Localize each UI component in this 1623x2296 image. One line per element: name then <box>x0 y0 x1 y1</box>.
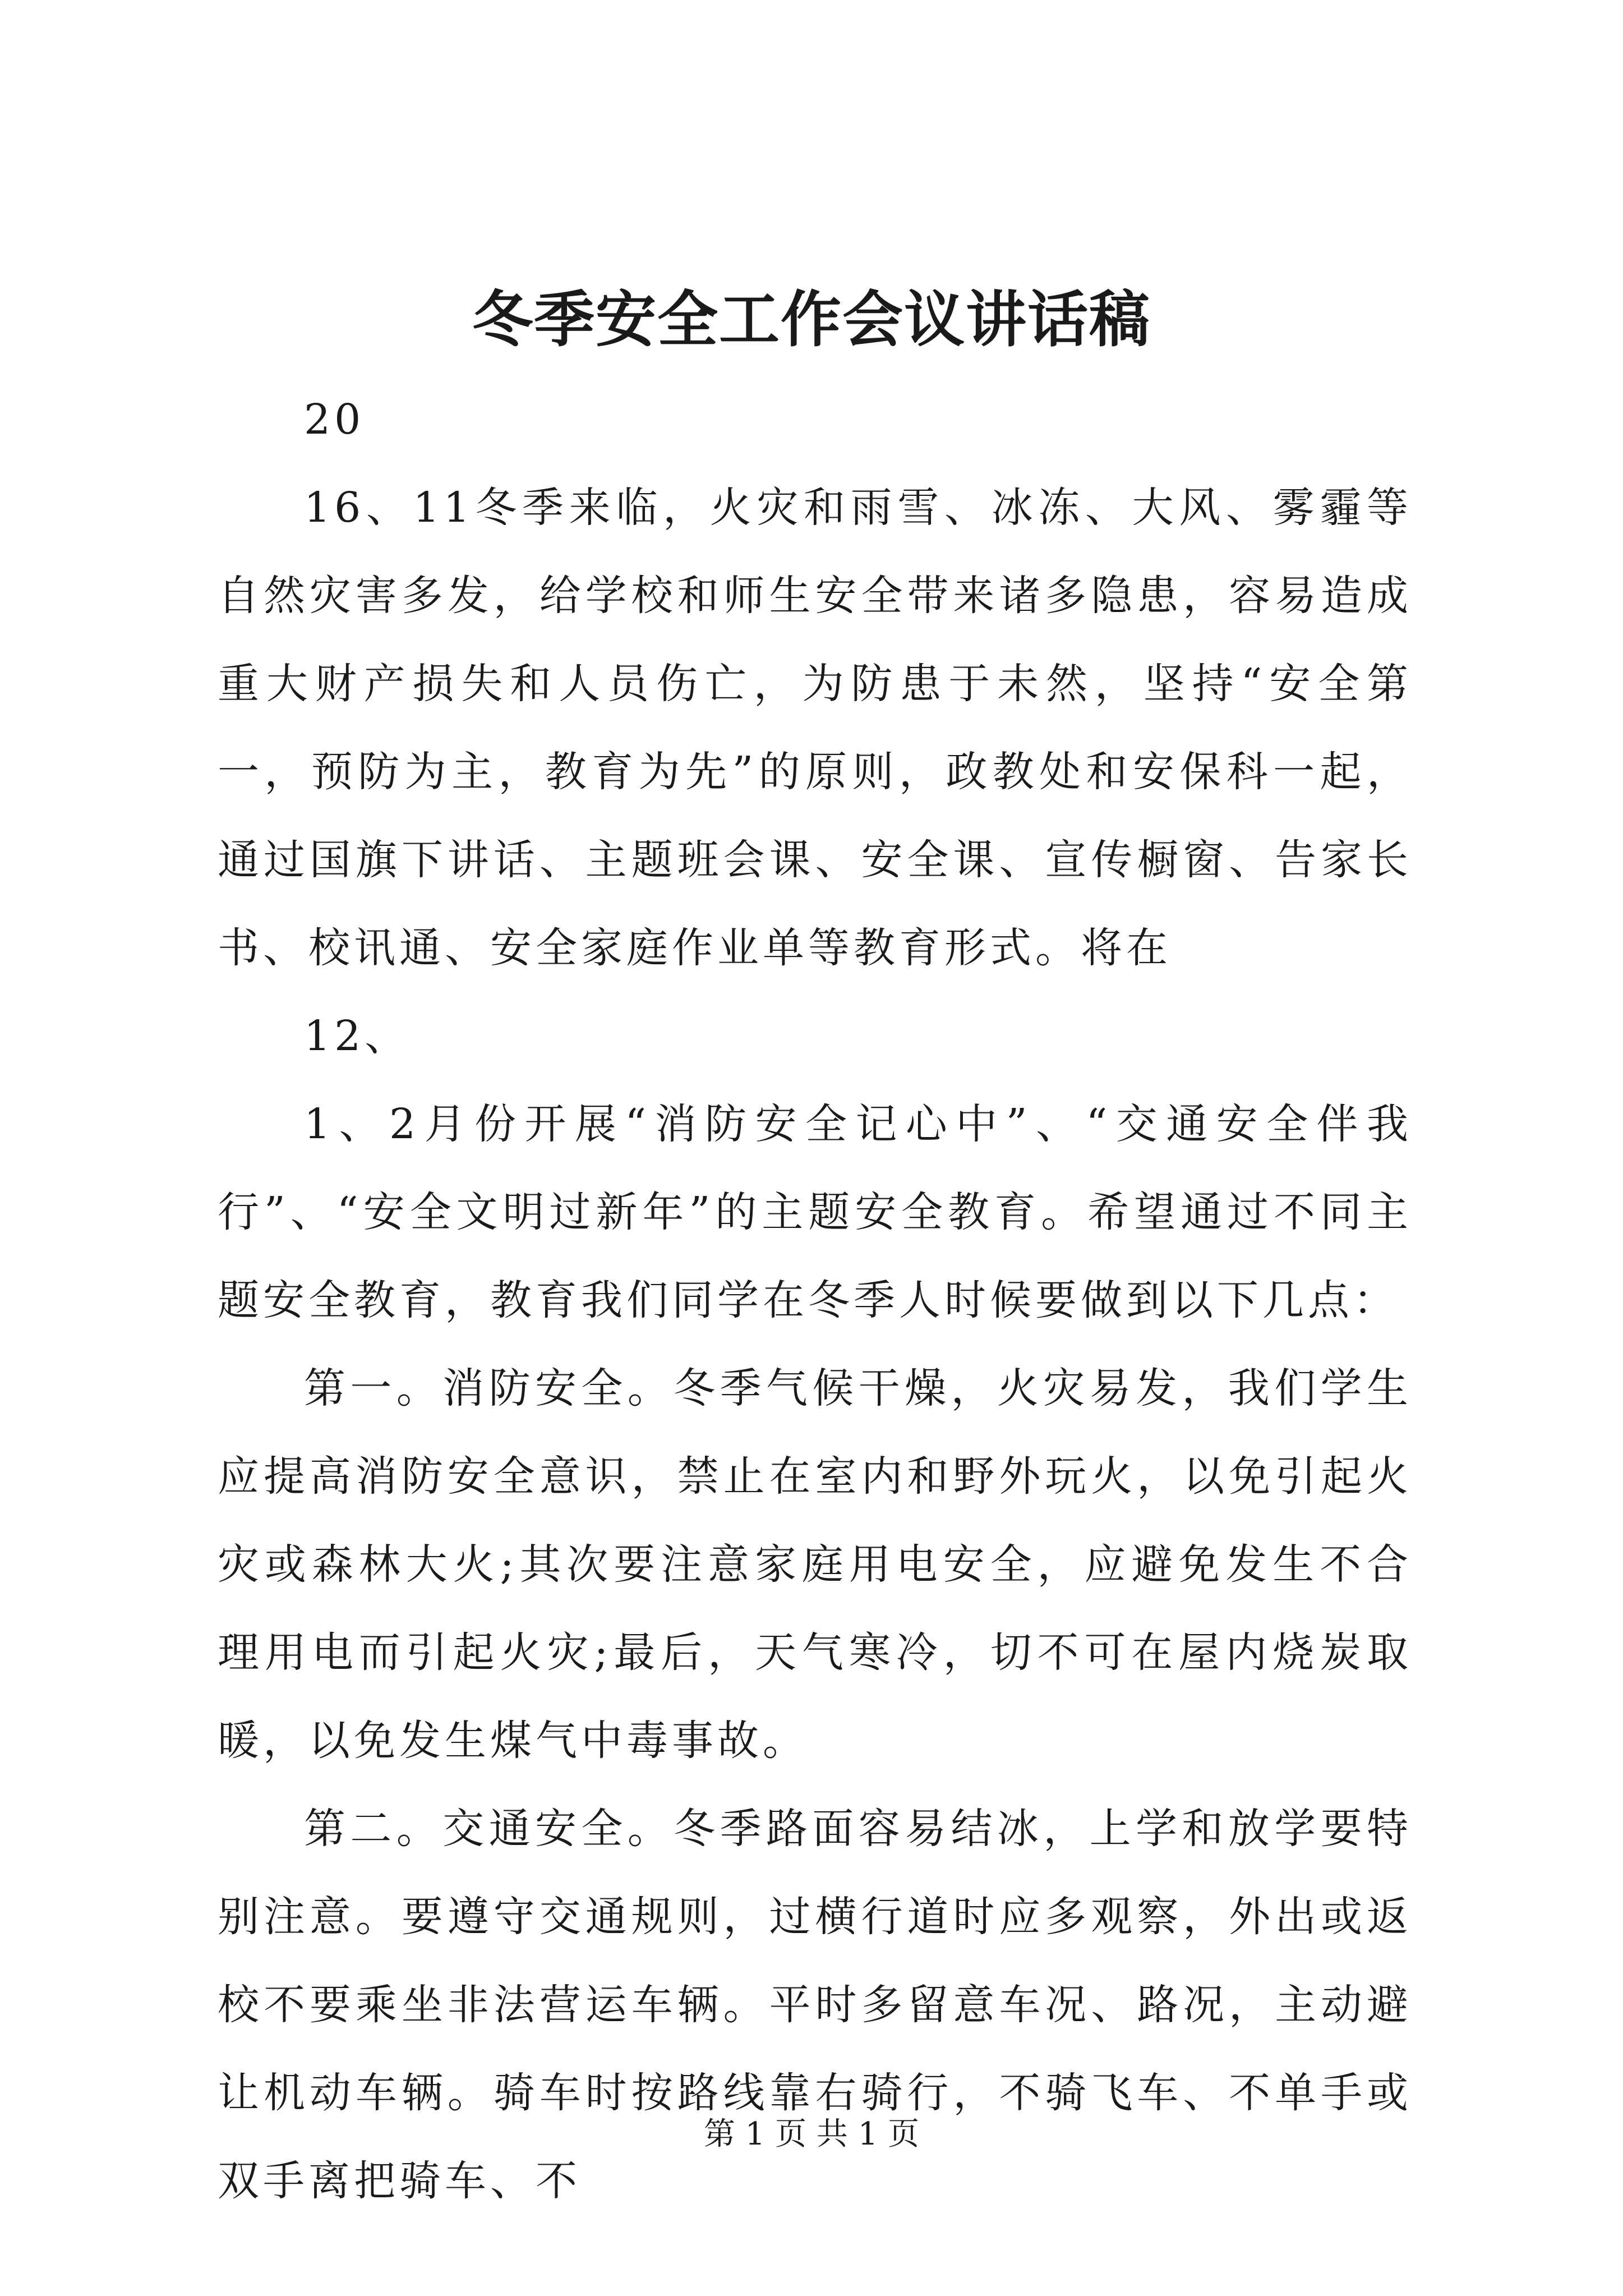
document-body <box>218 376 1412 2225</box>
paragraph: 第二。交通安全。冬季路面容易结冰，上学和放学要特别注意。要遵守交通规则，过横行道时应多观察，外出或返校不要乘坐非法营运车辆。平时多留意车况、路况，主动避让机动车辆。骑车时按路线靠右骑行，不骑飞车、不单手或双手离把骑车、不 <box>218 1805 1412 2205</box>
paragraph: 20 <box>304 395 365 444</box>
paragraph: 第一。消防安全。冬季气候干燥，火灾易发，我们学生应提高消防安全意识，禁止在室内和野外玩火，以免引起火灾或森林大火;其次要注意家庭用电安全，应避免发生不合理用电而引起火灾;最后，天气寒冷，切不可在屋内烧炭取暖，以免发生煤气中毒事故。 <box>218 1364 1412 1765</box>
page-footer: 第 1 页 共 1 页 <box>703 2116 920 2152</box>
paragraph: 16、11冬季来临，火灾和雨雪、冰冻、大风、雾霾等自然灾害多发，给学校和师生安全带来诸多隐患，容易造成重大财产损失和人员伤亡，为防患于未然，坚持“安全第一，预防为主，教育为先”的原则，政教处和安保科一起，通过国旗下讲话、主题班会课、安全课、宣传橱窗、告家长书、校讯通、安全家庭作业单等教育形式。将在 <box>218 484 1412 972</box>
document-title: 冬季安全工作会议讲话稿 <box>472 284 1151 355</box>
paragraph: 1、2月份开展“消防安全记心中”、“交通安全伴我行”、“安全文明过新年”的主题安全教育。希望通过不同主题安全教育，教育我们同学在冬季人时候要做到以下几点： <box>218 1100 1412 1324</box>
paragraph: 12、 <box>304 1012 411 1060</box>
